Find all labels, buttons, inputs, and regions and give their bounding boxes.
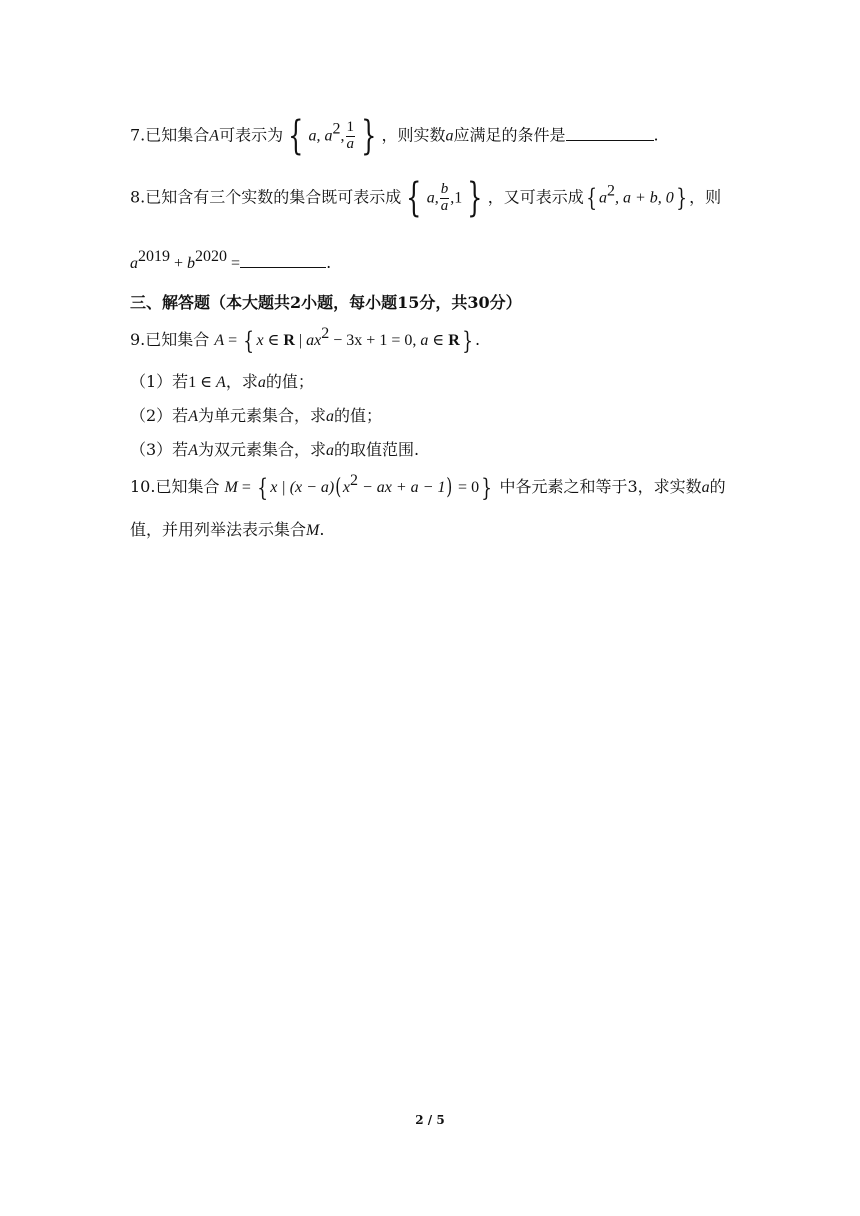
q10-line2-M: M <box>306 522 320 539</box>
q8-left-brace-1: { <box>406 175 422 221</box>
q9-left-brace: { <box>243 326 255 355</box>
question-10 <box>130 474 726 500</box>
q10-prefix: 10.已知集合 <box>130 477 225 496</box>
q9-p1-text: ，求 <box>225 372 258 391</box>
q7-suffix1: ，则实数 <box>381 125 446 145</box>
q9-p1-label: （1）若 <box>130 372 189 391</box>
question-8-line-2 <box>130 248 332 273</box>
q7-right-brace: } <box>361 113 377 159</box>
question-7: 7.已知集合A可表示为 { a, $a^2$, $\frac{1}{a}$ } ，则实数a应满足的条件是 . <box>130 113 659 159</box>
q9-lhs: A <box>214 332 225 349</box>
q7-var: a <box>445 127 454 145</box>
q8-s2-a: a <box>598 189 607 207</box>
question-10-line-2 <box>130 517 324 540</box>
q9-p1-var: a <box>257 374 266 391</box>
q10-var: a <box>701 479 710 496</box>
q8-left-brace-2: { <box>585 184 597 212</box>
q10-M: M <box>224 479 238 496</box>
q10-eq0: = 0 <box>454 479 480 496</box>
q7-end: . <box>653 125 659 145</box>
q8-l2-a: a <box>130 255 138 272</box>
q8-s1-el3: 1 <box>454 189 463 207</box>
q8-answer-blank <box>240 253 326 268</box>
q10-right-brace: } <box>481 473 493 502</box>
q7-el2: a <box>324 127 333 145</box>
q8-prefix: 8.已知含有三个实数的集合既可表示成 <box>130 187 402 207</box>
q10-suffix: 中各元素之和等于3，求实数 <box>494 477 702 496</box>
q7-left-brace: { <box>288 113 304 159</box>
q7-prefix: 7.已知集合 <box>130 125 210 145</box>
q7-set-name: A <box>209 127 220 145</box>
q9-p2-label: （2）若 <box>130 406 189 425</box>
q7-answer-blank <box>566 126 654 141</box>
q9-part-2 <box>130 403 382 426</box>
q7-fraction <box>346 120 356 153</box>
question-9 <box>130 327 480 353</box>
q9-a: a <box>420 332 429 349</box>
q7-el2-exp: 2 <box>332 120 341 138</box>
q9-p2-var: a <box>325 408 334 425</box>
q10-poly-rest: − ax + a − 1 <box>357 479 446 496</box>
q9-p1-A: A <box>216 374 226 391</box>
q9-in2: ∈ <box>428 332 449 349</box>
q8-s2-rest: , a + b, 0 <box>614 189 674 207</box>
q9-right-brace: } <box>462 326 473 355</box>
q9-p3-text: 为双元素集合，求 <box>197 440 326 459</box>
q9-p2-text: 为单元素集合，求 <box>197 406 326 425</box>
q7-frac-den: a <box>346 135 355 152</box>
q9-part-3 <box>130 437 419 460</box>
page-number: 2 / 5 <box>415 1113 445 1127</box>
q10-x: x <box>270 479 278 496</box>
q8-mid: ，又可表示成 <box>487 187 584 207</box>
q9-p3-A: A <box>188 442 198 459</box>
q8-frac-num: b <box>440 180 449 197</box>
q8-fraction <box>440 182 450 215</box>
q8-l2-b-exp: 2020 <box>195 248 228 265</box>
section-3-heading: 三、解答题（本大题共2小题，每小题15分，共30分） <box>130 293 522 312</box>
q10-right-paren: ) <box>446 475 453 500</box>
q10-x2-exp: 2 <box>349 472 358 489</box>
q9-expr-a: ax <box>306 332 322 349</box>
q10-eq: = <box>237 479 255 496</box>
q8-right-brace-2: } <box>676 184 687 212</box>
q8-l2-plus: + <box>170 255 188 272</box>
question-8: 8.已知含有三个实数的集合既可表示成 { a, $\frac{b}{a}$ ,1 } ，又可表示成{ $a^2$, a + b, 0} ，则 <box>130 175 722 221</box>
q9-expr-rest: − 3x + 1 = 0, <box>329 332 421 349</box>
q9-p1-end: 的值； <box>265 372 314 391</box>
q9-R: R <box>283 332 295 349</box>
q9-eq: = <box>224 332 242 349</box>
q8-s2-exp: 2 <box>606 182 615 200</box>
q8-right-brace-1: } <box>467 175 483 221</box>
q9-p1-math: 1 ∈ <box>188 374 217 391</box>
q7-mid: 可表示为 <box>219 125 284 145</box>
q8-end: . <box>326 253 332 272</box>
q7-frac-num: 1 <box>346 118 355 135</box>
q8-frac-den: a <box>440 197 449 214</box>
q7-suffix2: 应满足的条件是 <box>453 125 566 145</box>
q9-p2-A: A <box>188 408 198 425</box>
q10-x2: x <box>342 479 350 496</box>
q10-line2a: 值，并用列举法表示集合 <box>130 520 307 539</box>
q9-prefix: 9.已知集合 <box>130 330 215 349</box>
q8-l2-a-exp: 2019 <box>138 248 170 265</box>
q9-bar: | <box>294 332 307 349</box>
q8-l2-b: b <box>187 255 196 272</box>
q9-p2-end: 的值； <box>333 406 382 425</box>
q9-p3-var: a <box>325 442 334 459</box>
q8-l2-eq: = <box>227 255 241 272</box>
q9-set-x: x <box>256 332 264 349</box>
q8-s1-el1: a <box>426 189 435 207</box>
q10-suffix2: 的 <box>709 477 726 496</box>
q10-left-brace: { <box>257 473 268 502</box>
q8-suffix: ，则 <box>689 187 722 207</box>
q9-expr-exp: 2 <box>321 325 330 342</box>
q9-p3-end: 的取值范围. <box>333 440 420 459</box>
q10-line2-end: . <box>319 520 325 539</box>
q9-end: . <box>475 330 481 349</box>
q10-left-paren: ( <box>335 475 342 500</box>
q9-in: ∈ <box>263 332 284 349</box>
q9-R2: R <box>448 332 460 349</box>
q7-el1: a <box>308 127 317 145</box>
q10-bar: | (x − a) <box>277 479 335 496</box>
q9-part-1 <box>130 369 314 392</box>
q9-p3-label: （3）若 <box>130 440 189 459</box>
